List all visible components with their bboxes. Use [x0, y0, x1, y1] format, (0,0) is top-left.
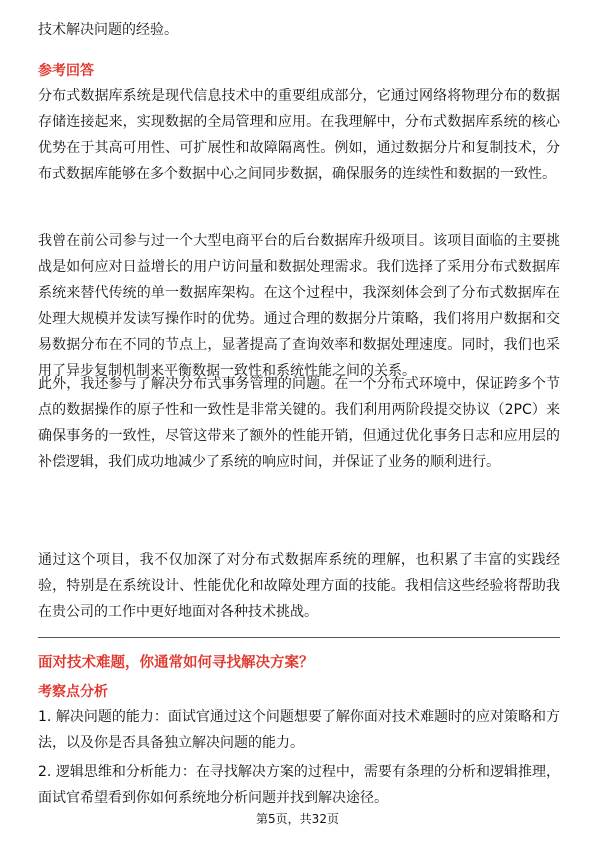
ref-paragraph-4: 通过这个项目，我不仅加深了对分布式数据库系统的理解，也积累了丰富的实践经验，特别是在系统设计、性能优化和故障处理方面的技能。我相信这些经验将帮助我在贵公司的工作中更好地面对各种技术挑战。: [38, 552, 560, 620]
analysis-item-2: 2. 逻辑思维和分析能力：在寻找解决方案的过程中，需要有条理的分析和逻辑推理，面试官希望看到你如何系统地分析问题并找到解决途径。: [38, 764, 560, 806]
ref-paragraph-2: 我曾在前公司参与过一个大型电商平台的后台数据库升级项目。该项目面临的主要挑战是如何应对日益增长的用户访问量和数据处理需求。我们选择了采用分布式数据库系统来替代传统的单一数据库架构。在这个过程中，我深刻体会到了分布式数据库在处理大规模并发读写操作时的优势。通过合理的数据分片策略，我们将用户数据和交易数据分布在不同的节点上，显著提高了查询效率和数据处理速度。同时，我们也采用了异步复制机制来平衡数据一致性和系统性能之间的关系。: [38, 233, 560, 379]
analysis-item-1: 1. 解决问题的能力：面试官通过这个问题想要了解你面对技术难题时的应对策略和方法，以及你是否具备独立解决问题的能力。: [38, 709, 560, 751]
ref-paragraph-1: 分布式数据库系统是现代信息技术中的重要组成部分，它通过网络将物理分布的数据存储连接起来，实现数据的全局管理和应用。在我理解中，分布式数据库系统的核心优势在于其高可用性、可扩展性和故障隔离性。例如，通过数据分片和复制技术，分布式数据库能够在多个数据中心之间同步数据，确保服务的连续性和数据的一致性。: [38, 88, 560, 182]
question-heading: 面对技术难题，你通常如何寻找解决方案？: [38, 655, 314, 671]
page-footer: 第5页，共32页: [256, 812, 339, 826]
ref-paragraph-3: 此外，我还参与了解决分布式事务管理的问题。在一个分布式环境中，保证跨多个节点的数据操作的原子性和一致性是非常关键的。我们利用两阶段提交协议（2PC）来确保事务的一致性，尽管这带来了额外的性能开销，但通过优化事务日志和应用层的补偿逻辑，我们成功地减少了系统的响应时间，并保证了业务的顺利进行。: [38, 376, 560, 470]
analysis-heading: 考察点分析: [38, 684, 108, 700]
section-divider: [38, 637, 560, 638]
intro-tail-text: 技术解决问题的经验。: [38, 22, 178, 38]
reference-answer-heading: 参考回答: [38, 63, 94, 79]
